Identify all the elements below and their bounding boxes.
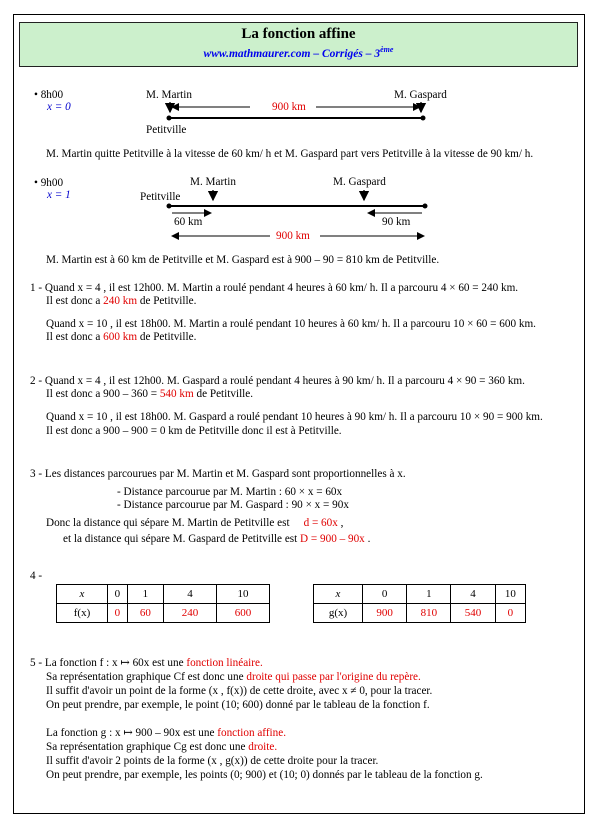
table-g-cell: 0 <box>495 604 525 623</box>
q3-line4: Donc la distance qui sépare M. Martin de Petitville est d = 60x , <box>46 517 344 529</box>
table-g-cell: 1 <box>407 585 451 604</box>
label-gaspard-2: M. Gaspard <box>333 176 386 188</box>
table-f-cell: 0 <box>108 585 128 604</box>
q5-line5: La fonction g : x ↦ 900 – 90x est une fonction affine. <box>46 727 287 739</box>
table-g-cell: x <box>314 585 363 604</box>
label-petitville-2: Petitville <box>140 191 181 203</box>
subtitle-text: – Corrigés – 3 <box>310 47 381 60</box>
label-martin-2: M. Martin <box>190 176 236 188</box>
table-f-cell: 4 <box>164 585 217 604</box>
q2-line3: Quand x = 10 , il est 18h00. M. Gaspard a roulé pendant 10 heures à 90 km/ h. Il a parcouru 10 × 90 = 900 km. <box>46 411 543 423</box>
site-link[interactable]: www.mathmaurer.com <box>203 47 311 60</box>
q2-line1: 2 - Quand x = 4 , il est 12h00. M. Gaspard a roulé pendant 4 heures à 90 km/ h. Il a parcouru 4 × 90 = 360 km. <box>30 375 525 387</box>
q1-line4: Il est donc a 600 km de Petitville. <box>46 331 197 343</box>
table-f <box>56 584 270 623</box>
table-f-cell: x <box>57 585 108 604</box>
text-line2: M. Martin est à 60 km de Petitville et M. Gaspard est à 900 – 90 = 810 km de Petitville. <box>46 254 440 266</box>
q5-line8: On peut prendre, par exemple, les points (0; 900) et (10; 0) donnés par le tableau de la fonction g. <box>46 769 483 781</box>
table-f-cell: 10 <box>216 585 269 604</box>
q5-line3: Il suffit d'avoir un point de la forme (x , f(x)) de cette droite, avec x ≠ 0, pour la tracer. <box>46 685 433 697</box>
q3-line2: - Distance parcourue par M. Martin : 60 × x = 60x <box>117 486 343 498</box>
table-f-cell: 0 <box>108 604 128 623</box>
q5-line6: Sa représentation graphique Cg est donc une droite. <box>46 741 278 753</box>
label-gaspard-1: M. Gaspard <box>394 89 447 101</box>
xval-1: x = 1 <box>47 189 71 201</box>
table-g-cell: g(x) <box>314 604 363 623</box>
table-f-value-row <box>57 604 270 623</box>
text-line1: M. Martin quitte Petitville à la vitesse de 60 km/ h et M. Gaspard part vers Petitville à la vitesse de 90 km/ h. <box>46 148 534 160</box>
q4-label: 4 - <box>30 570 43 582</box>
q3-line5: et la distance qui sépare M. Gaspard de Petitville est D = 900 – 90x . <box>63 533 371 545</box>
q2-line2: Il est donc a 900 – 360 = 540 km de Petitville. <box>46 388 254 400</box>
table-g-cell: 10 <box>495 585 525 604</box>
table-f-cell: f(x) <box>57 604 108 623</box>
time-8h: • 8h00 <box>34 89 64 101</box>
q5-line1: 5 - La fonction f : x ↦ 60x est une fonction linéaire. <box>30 657 263 669</box>
table-f-cell: 1 <box>127 585 163 604</box>
table-g-cell: 540 <box>451 604 495 623</box>
table-g-cell: 810 <box>407 604 451 623</box>
table-f-cell: 600 <box>216 604 269 623</box>
xval-0: x = 0 <box>47 101 71 113</box>
table-g <box>313 584 526 623</box>
label-martin-1: M. Martin <box>146 89 192 101</box>
q5-line2: Sa représentation graphique Cf est donc une droite qui passe par l'origine du repère. <box>46 671 421 683</box>
distance-900-2: 900 km <box>276 230 310 242</box>
table-g-value-row <box>314 604 526 623</box>
table-f-cell: 60 <box>127 604 163 623</box>
table-g-cell: 900 <box>363 604 407 623</box>
q3-line1: 3 - Les distances parcourues par M. Martin et M. Gaspard sont proportionnelles à x. <box>30 468 406 480</box>
q5-line4: On peut prendre, par exemple, le point (10; 600) donné par le tableau de la fonction f. <box>46 699 430 711</box>
table-f-cell: 240 <box>164 604 217 623</box>
q2-line4: Il est donc a 900 – 900 = 0 km de Petitville donc il est à Petitville. <box>46 425 342 437</box>
label-petitville-1: Petitville <box>146 124 187 136</box>
q1-line3: Quand x = 10 , il est 18h00. M. Martin a roulé pendant 10 heures à 60 km/ h. Il a parcouru 10 × 60 = 600 km. <box>46 318 536 330</box>
q3-line3: - Distance parcourue par M. Gaspard : 90 × x = 90x <box>117 499 349 511</box>
page-title: La fonction affine <box>241 26 356 42</box>
distance-900-1: 900 km <box>272 101 306 113</box>
table-g-head-row <box>314 585 526 604</box>
table-g-cell: 4 <box>451 585 495 604</box>
time-9h: • 9h00 <box>34 177 64 189</box>
q1-line1: 1 - Quand x = 4 , il est 12h00. M. Martin a roulé pendant 4 heures à 60 km/ h. Il a parcouru 4 × 60 = 240 km. <box>30 282 519 294</box>
distance-90: 90 km <box>382 216 411 228</box>
q1-line2: Il est donc a 240 km de Petitville. <box>46 295 197 307</box>
table-g-cell: 0 <box>363 585 407 604</box>
distance-60: 60 km <box>174 216 203 228</box>
table-f-head-row <box>57 585 270 604</box>
subtitle-sup: ème <box>380 45 394 54</box>
q5-line7: Il suffit d'avoir 2 points de la forme (x , g(x)) de cette droite pour la tracer. <box>46 755 379 767</box>
